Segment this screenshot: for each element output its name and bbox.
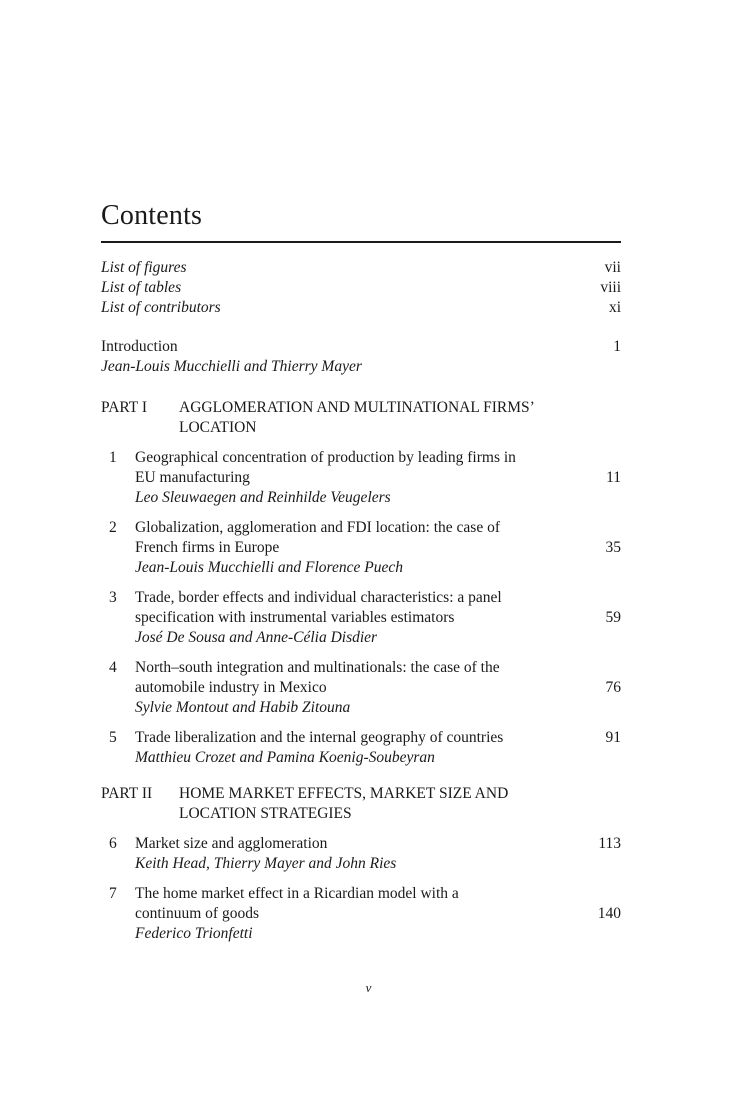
chapter-authors: Leo Sleuwaegen and Reinhilde Veugelers <box>135 489 391 506</box>
chapter-title-line: EU manufacturing <box>135 469 250 486</box>
part-title <box>179 398 621 438</box>
toc-chapter-3[interactable] <box>101 588 621 648</box>
chapter-page: 113 <box>598 835 621 852</box>
toc-entry-list-of-contributors[interactable] <box>101 298 621 318</box>
chapter-authors: Federico Trionfetti <box>135 925 253 942</box>
toc-entry-label: Introduction <box>101 338 178 355</box>
toc-entry-page: viii <box>600 279 621 296</box>
toc-chapter-6[interactable] <box>101 834 621 874</box>
toc-entry-page: xi <box>608 299 621 316</box>
chapter-title-line: Trade, border effects and individual characteristics: a panel <box>135 589 502 606</box>
part-heading-2 <box>101 784 621 824</box>
part-label: PART I <box>101 399 148 416</box>
title-rule <box>101 241 621 243</box>
chapter-title-line: Market size and agglomeration <box>135 835 328 852</box>
chapter-page: 11 <box>606 469 621 486</box>
chapter-title-line: French firms in Europe <box>135 539 280 556</box>
chapter-title-line: Geographical concentration of production by leading firms in <box>135 449 516 466</box>
chapter-title-line: North–south integration and multinationals: the case of the <box>135 659 500 676</box>
chapter-title-line: continuum of goods <box>135 905 259 922</box>
chapter-title-line: automobile industry in Mexico <box>135 679 327 696</box>
chapter-page: 91 <box>605 729 621 746</box>
toc-entry-label: List of contributors <box>101 299 221 316</box>
toc-chapter-4[interactable] <box>101 658 621 718</box>
toc-entry-introduction[interactable] <box>101 337 621 377</box>
chapter-page: 140 <box>597 905 621 922</box>
chapter-title-line: Globalization, agglomeration and FDI location: the case of <box>135 519 500 536</box>
chapter-number: 6 <box>109 835 117 852</box>
toc-entry-label: List of tables <box>101 279 182 296</box>
chapter-number: 5 <box>109 729 117 746</box>
chapter-authors: José De Sousa and Anne-Célia Disdier <box>135 629 378 646</box>
chapter-number: 2 <box>109 519 117 536</box>
toc-entry-list-of-tables[interactable] <box>101 278 621 298</box>
part-title-line: HOME MARKET EFFECTS, MARKET SIZE AND <box>179 785 509 802</box>
chapter-title-line: The home market effect in a Ricardian model with a <box>135 885 459 902</box>
part-title <box>179 784 621 824</box>
toc-entry-page: 1 <box>613 338 621 355</box>
chapter-number: 4 <box>109 659 117 676</box>
part-title-line: AGGLOMERATION AND MULTINATIONAL FIRMS’ <box>179 399 535 416</box>
chapter-page: 76 <box>605 679 621 696</box>
chapter-authors: Jean-Louis Mucchielli and Florence Puech <box>135 559 404 576</box>
chapter-title-line: specification with instrumental variables estimators <box>135 609 455 626</box>
chapter-number: 1 <box>109 449 117 466</box>
toc-chapter-5[interactable] <box>101 728 621 768</box>
chapter-authors: Sylvie Montout and Habib Zitouna <box>135 699 351 716</box>
chapter-number: 7 <box>109 885 117 902</box>
page-folio: v <box>365 980 372 995</box>
contents-page <box>101 200 621 954</box>
chapter-page: 35 <box>605 539 621 556</box>
part-label: PART II <box>101 785 153 802</box>
toc-entry-authors: Jean-Louis Mucchielli and Thierry Mayer <box>101 358 362 375</box>
toc-chapter-1[interactable] <box>101 448 621 508</box>
toc-entry-page: vii <box>604 259 621 276</box>
chapter-authors: Matthieu Crozet and Pamina Koenig-Soubeyran <box>135 749 435 766</box>
part-heading-1 <box>101 398 621 438</box>
toc-chapter-7[interactable] <box>101 884 621 944</box>
toc-entry-list-of-figures[interactable] <box>101 258 621 278</box>
toc-chapter-2[interactable] <box>101 518 621 578</box>
front-matter-list <box>101 258 621 318</box>
toc-entry-label: List of figures <box>101 259 187 276</box>
chapter-authors: Keith Head, Thierry Mayer and John Ries <box>135 855 397 872</box>
part-title-line: LOCATION STRATEGIES <box>179 805 352 822</box>
chapter-number: 3 <box>109 589 117 606</box>
chapter-title-line: Trade liberalization and the internal geography of countries <box>135 729 504 746</box>
page-title: Contents <box>101 200 203 231</box>
chapter-page: 59 <box>605 609 621 626</box>
part-title-line: LOCATION <box>179 419 257 436</box>
